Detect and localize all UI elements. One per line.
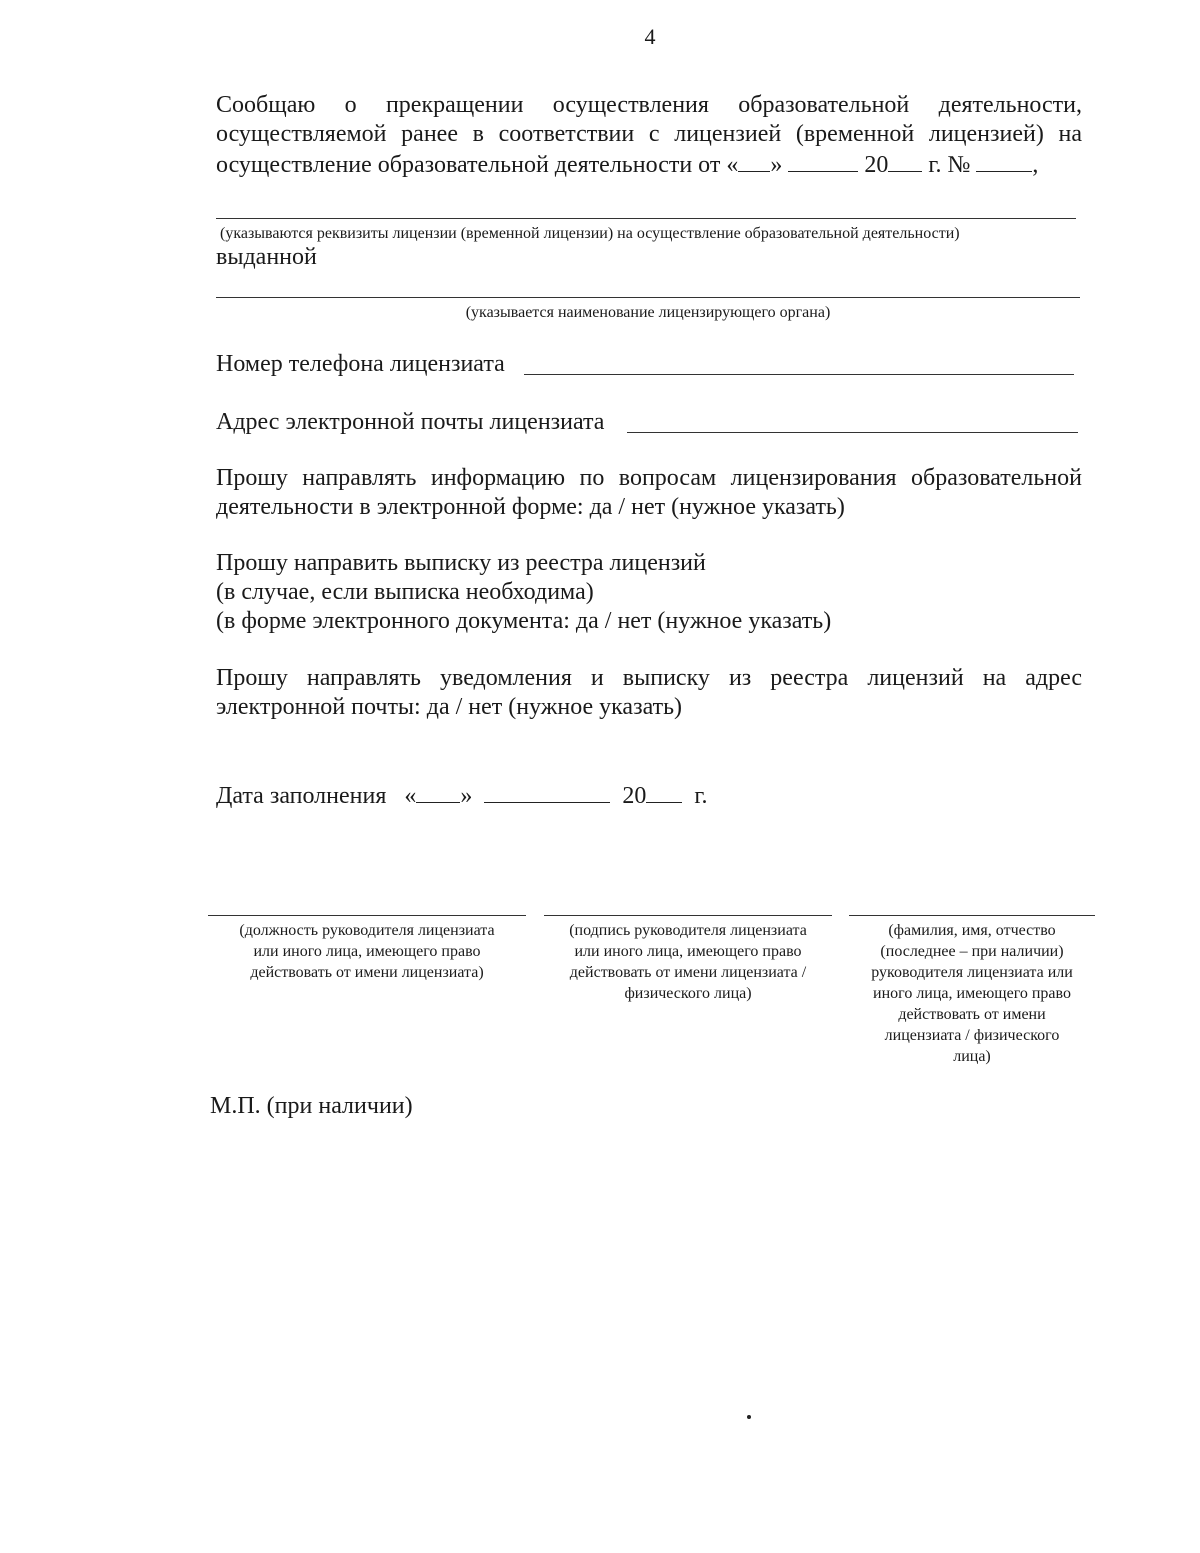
full-name-line[interactable] <box>849 915 1095 916</box>
fill-day-field[interactable] <box>416 780 460 803</box>
phone-row <box>216 350 505 379</box>
position-caption-line: (должность руководителя лицензиата <box>239 922 495 939</box>
fill-date-label: Дата заполнения <box>216 783 387 809</box>
open-quote: « <box>726 152 739 178</box>
fill-date-open-quote: « <box>404 783 417 809</box>
extract-request-line-1: Прошу направить выписку из реестра лицензий <box>216 550 706 576</box>
license-caption: (указываются реквизиты лицензии (временной лицензии) на осуществление образовательной деятельности) <box>220 225 960 242</box>
signature-line[interactable] <box>544 915 832 916</box>
notifications-line-2: электронной почты: да / нет (нужное указать) <box>216 694 683 720</box>
year-suffix: г. № <box>928 152 971 178</box>
license-month-field[interactable] <box>788 149 858 172</box>
signature-caption-line: действовать от имени лицензиата / <box>569 964 807 981</box>
intro-line-2: осуществляемой ранее в соответствии с лицензией (временной лицензией) на <box>216 121 1082 147</box>
email-label: Адрес электронной почты лицензиата <box>216 409 605 435</box>
intro-line-1: Сообщаю о прекращении осуществления образовательной деятельности, <box>216 92 1082 118</box>
signature-caption-line: или иного лица, имеющего право <box>574 943 802 960</box>
fill-date-close-quote: » <box>460 783 473 809</box>
trailing-comma: , <box>1032 152 1039 178</box>
email-row <box>216 408 604 437</box>
extract-request-line-2: (в случае, если выписка необходима) <box>216 579 594 605</box>
signature-caption <box>544 920 832 1004</box>
fill-date-row <box>216 780 708 811</box>
position-caption-line: действовать от имени лицензиата) <box>250 964 484 981</box>
seal-label: М.П. (при наличии) <box>210 1093 413 1119</box>
full-name-caption-line: (последнее – при наличии) <box>880 943 1064 960</box>
position-caption-line: или иного лица, имеющего право <box>253 943 481 960</box>
electronic-info-line-1: Прошу направлять информацию по вопросам лицензирования образовательной <box>216 465 1082 491</box>
fill-date-year-suffix: г. <box>694 783 708 809</box>
signature-caption-line: физического лица) <box>624 985 752 1002</box>
full-name-caption-line: (фамилия, имя, отчество <box>888 922 1056 939</box>
license-year-field[interactable] <box>888 149 922 172</box>
licensing-authority-line[interactable] <box>216 297 1080 298</box>
full-name-caption-line: руководителя лицензиата или <box>871 964 1073 981</box>
signature-caption-line: (подпись руководителя лицензиата <box>569 922 807 939</box>
intro-line-3-text: осуществление образовательной деятельности от <box>216 152 721 178</box>
full-name-caption-line: лица) <box>953 1048 991 1065</box>
full-name-caption <box>849 920 1095 1067</box>
license-details-line[interactable] <box>216 218 1076 219</box>
close-quote: » <box>770 152 783 178</box>
full-name-caption-line: иного лица, имеющего право <box>873 985 1071 1002</box>
position-caption <box>208 920 526 983</box>
fill-date-year-prefix: 20 <box>622 783 647 809</box>
phone-label: Номер телефона лицензиата <box>216 351 505 377</box>
page-number: 4 <box>644 24 656 49</box>
fill-year-field[interactable] <box>646 780 682 803</box>
email-field[interactable] <box>627 432 1078 433</box>
notifications-line-1: Прошу направлять уведомления и выписку из реестра лицензий на адрес <box>216 665 1082 691</box>
position-line[interactable] <box>208 915 526 916</box>
fill-month-field[interactable] <box>484 780 610 803</box>
license-number-field[interactable] <box>976 149 1032 172</box>
intro-line-3 <box>216 149 1096 180</box>
full-name-caption-line: лицензиата / физического <box>884 1027 1060 1044</box>
license-day-field[interactable] <box>738 149 770 172</box>
extract-request-line-3: (в форме электронного документа: да / нет (нужное указать) <box>216 608 832 634</box>
phone-field[interactable] <box>524 374 1074 375</box>
year-prefix: 20 <box>864 152 889 178</box>
scan-dot <box>747 1415 751 1419</box>
issued-label: выданной <box>216 244 317 270</box>
authority-caption: (указывается наименование лицензирующего органа) <box>465 304 831 321</box>
full-name-caption-line: действовать от имени <box>898 1006 1046 1023</box>
electronic-info-line-2: деятельности в электронной форме: да / нет (нужное указать) <box>216 494 845 520</box>
